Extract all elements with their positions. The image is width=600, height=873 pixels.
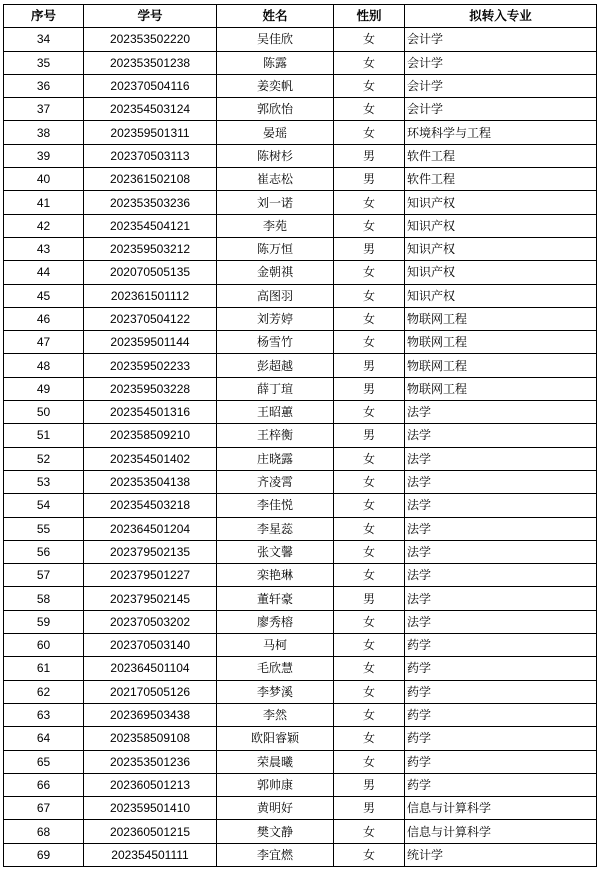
cell-student-id: 202379502135 (84, 540, 217, 563)
cell-name: 杨雪竹 (217, 331, 334, 354)
cell-gender: 女 (334, 610, 405, 633)
cell-target-major: 知识产权 (405, 214, 597, 237)
cell-target-major: 软件工程 (405, 168, 597, 191)
cell-gender: 女 (334, 634, 405, 657)
cell-student-id: 202358509210 (84, 424, 217, 447)
cell-name: 齐凌霄 (217, 470, 334, 493)
cell-gender: 女 (334, 727, 405, 750)
cell-target-major: 法学 (405, 424, 597, 447)
table-row (4, 750, 597, 773)
cell-gender: 女 (334, 98, 405, 121)
cell-name: 高图羽 (217, 284, 334, 307)
cell-gender: 男 (334, 168, 405, 191)
cell-target-major: 法学 (405, 447, 597, 470)
table-row (4, 51, 597, 74)
cell-index: 39 (4, 144, 84, 167)
cell-index: 67 (4, 797, 84, 820)
cell-index: 45 (4, 284, 84, 307)
cell-student-id: 202353504138 (84, 470, 217, 493)
table-row (4, 564, 597, 587)
cell-index: 62 (4, 680, 84, 703)
cell-student-id: 202353501238 (84, 51, 217, 74)
cell-student-id: 202354504121 (84, 214, 217, 237)
cell-name: 吴佳欣 (217, 28, 334, 51)
table-row (4, 634, 597, 657)
cell-name: 晏瑶 (217, 121, 334, 144)
table-row (4, 377, 597, 400)
cell-name: 李梦溪 (217, 680, 334, 703)
cell-index: 59 (4, 610, 84, 633)
cell-index: 50 (4, 401, 84, 424)
cell-index: 60 (4, 634, 84, 657)
cell-student-id: 202370503113 (84, 144, 217, 167)
cell-gender: 男 (334, 377, 405, 400)
cell-target-major: 药学 (405, 634, 597, 657)
cell-gender: 女 (334, 51, 405, 74)
cell-gender: 女 (334, 121, 405, 144)
cell-target-major: 物联网工程 (405, 331, 597, 354)
cell-name: 彭超越 (217, 354, 334, 377)
table-row (4, 657, 597, 680)
table-row (4, 284, 597, 307)
table-row (4, 494, 597, 517)
cell-name: 陈万恒 (217, 237, 334, 260)
table-row (4, 354, 597, 377)
cell-target-major: 法学 (405, 517, 597, 540)
cell-gender: 女 (334, 284, 405, 307)
cell-name: 崔志松 (217, 168, 334, 191)
cell-gender: 女 (334, 331, 405, 354)
cell-student-id: 202379502145 (84, 587, 217, 610)
cell-name: 陈露 (217, 51, 334, 74)
header-index: 序号 (4, 5, 84, 28)
cell-target-major: 物联网工程 (405, 377, 597, 400)
cell-gender: 女 (334, 494, 405, 517)
cell-gender: 男 (334, 587, 405, 610)
cell-name: 黄明好 (217, 797, 334, 820)
cell-gender: 女 (334, 750, 405, 773)
cell-gender: 女 (334, 401, 405, 424)
cell-name: 樊文静 (217, 820, 334, 843)
cell-student-id: 202370503140 (84, 634, 217, 657)
cell-student-id: 202364501204 (84, 517, 217, 540)
cell-index: 65 (4, 750, 84, 773)
cell-index: 61 (4, 657, 84, 680)
cell-index: 56 (4, 540, 84, 563)
cell-student-id: 202370504116 (84, 74, 217, 97)
cell-gender: 男 (334, 144, 405, 167)
table-row (4, 540, 597, 563)
cell-student-id: 202358509108 (84, 727, 217, 750)
table-row (4, 74, 597, 97)
cell-index: 57 (4, 564, 84, 587)
cell-student-id: 202353503236 (84, 191, 217, 214)
cell-gender: 女 (334, 214, 405, 237)
cell-index: 64 (4, 727, 84, 750)
cell-index: 49 (4, 377, 84, 400)
table-row (4, 470, 597, 493)
cell-gender: 女 (334, 28, 405, 51)
cell-index: 42 (4, 214, 84, 237)
cell-student-id: 202359503228 (84, 377, 217, 400)
cell-index: 68 (4, 820, 84, 843)
cell-name: 姜奕帆 (217, 74, 334, 97)
cell-name: 荣晨曦 (217, 750, 334, 773)
cell-gender: 女 (334, 657, 405, 680)
cell-student-id: 202359501144 (84, 331, 217, 354)
table-body (4, 28, 597, 867)
cell-gender: 女 (334, 74, 405, 97)
cell-name: 刘芳婷 (217, 307, 334, 330)
cell-target-major: 法学 (405, 470, 597, 493)
table-row (4, 773, 597, 796)
cell-gender: 女 (334, 703, 405, 726)
table-row (4, 587, 597, 610)
cell-student-id: 202353501236 (84, 750, 217, 773)
cell-name: 庄晓露 (217, 447, 334, 470)
cell-name: 王梓衡 (217, 424, 334, 447)
cell-student-id: 202361501112 (84, 284, 217, 307)
table-row (4, 121, 597, 144)
header-gender: 性别 (334, 5, 405, 28)
cell-target-major: 知识产权 (405, 284, 597, 307)
cell-index: 36 (4, 74, 84, 97)
cell-target-major: 信息与计算科学 (405, 797, 597, 820)
cell-index: 52 (4, 447, 84, 470)
cell-name: 陈树杉 (217, 144, 334, 167)
cell-gender: 女 (334, 191, 405, 214)
cell-gender: 女 (334, 540, 405, 563)
cell-target-major: 物联网工程 (405, 354, 597, 377)
cell-target-major: 物联网工程 (405, 307, 597, 330)
cell-target-major: 知识产权 (405, 261, 597, 284)
cell-target-major: 法学 (405, 564, 597, 587)
cell-name: 李然 (217, 703, 334, 726)
cell-target-major: 会计学 (405, 51, 597, 74)
cell-index: 37 (4, 98, 84, 121)
cell-student-id: 202364501104 (84, 657, 217, 680)
cell-name: 张文馨 (217, 540, 334, 563)
cell-student-id: 202369503438 (84, 703, 217, 726)
cell-gender: 女 (334, 564, 405, 587)
table-row (4, 307, 597, 330)
cell-student-id: 202360501215 (84, 820, 217, 843)
table-row (4, 144, 597, 167)
cell-target-major: 药学 (405, 680, 597, 703)
cell-student-id: 202354503218 (84, 494, 217, 517)
table-row (4, 28, 597, 51)
cell-student-id: 202354501316 (84, 401, 217, 424)
cell-target-major: 法学 (405, 610, 597, 633)
cell-target-major: 法学 (405, 540, 597, 563)
cell-index: 54 (4, 494, 84, 517)
table-row (4, 727, 597, 750)
cell-index: 44 (4, 261, 84, 284)
cell-target-major: 会计学 (405, 74, 597, 97)
table-row (4, 98, 597, 121)
table-row (4, 797, 597, 820)
cell-gender: 女 (334, 820, 405, 843)
cell-target-major: 知识产权 (405, 191, 597, 214)
cell-gender: 男 (334, 237, 405, 260)
cell-student-id: 202070505135 (84, 261, 217, 284)
cell-name: 李佳悦 (217, 494, 334, 517)
cell-index: 66 (4, 773, 84, 796)
table-row (4, 331, 597, 354)
cell-target-major: 法学 (405, 587, 597, 610)
cell-name: 金朝祺 (217, 261, 334, 284)
cell-target-major: 知识产权 (405, 237, 597, 260)
table-row (4, 517, 597, 540)
cell-index: 63 (4, 703, 84, 726)
table-row (4, 447, 597, 470)
cell-student-id: 202359501410 (84, 797, 217, 820)
cell-gender: 女 (334, 517, 405, 540)
cell-index: 58 (4, 587, 84, 610)
cell-name: 薛丁瑄 (217, 377, 334, 400)
cell-gender: 女 (334, 447, 405, 470)
cell-name: 郭帅康 (217, 773, 334, 796)
cell-gender: 女 (334, 843, 405, 866)
cell-target-major: 统计学 (405, 843, 597, 866)
cell-name: 郭欣怡 (217, 98, 334, 121)
cell-name: 廖秀榕 (217, 610, 334, 633)
cell-target-major: 药学 (405, 750, 597, 773)
cell-student-id: 202370504122 (84, 307, 217, 330)
cell-name: 欧阳睿颖 (217, 727, 334, 750)
cell-student-id: 202361502108 (84, 168, 217, 191)
table-row (4, 214, 597, 237)
cell-name: 李宜燃 (217, 843, 334, 866)
cell-gender: 男 (334, 354, 405, 377)
cell-name: 王昭蕙 (217, 401, 334, 424)
table-row (4, 237, 597, 260)
cell-gender: 女 (334, 307, 405, 330)
cell-target-major: 信息与计算科学 (405, 820, 597, 843)
cell-name: 马柯 (217, 634, 334, 657)
cell-gender: 男 (334, 773, 405, 796)
table-row (4, 703, 597, 726)
cell-student-id: 202370503202 (84, 610, 217, 633)
header-student-id: 学号 (84, 5, 217, 28)
cell-target-major: 法学 (405, 401, 597, 424)
cell-gender: 男 (334, 424, 405, 447)
cell-student-id: 202170505126 (84, 680, 217, 703)
cell-target-major: 环境科学与工程 (405, 121, 597, 144)
cell-student-id: 202359502233 (84, 354, 217, 377)
cell-student-id: 202359501311 (84, 121, 217, 144)
cell-name: 董轩豪 (217, 587, 334, 610)
cell-index: 53 (4, 470, 84, 493)
cell-student-id: 202354501111 (84, 843, 217, 866)
transfer-list-table (3, 4, 597, 867)
cell-index: 55 (4, 517, 84, 540)
cell-student-id: 202379501227 (84, 564, 217, 587)
cell-index: 43 (4, 237, 84, 260)
cell-target-major: 会计学 (405, 28, 597, 51)
cell-index: 41 (4, 191, 84, 214)
table-row (4, 610, 597, 633)
cell-index: 46 (4, 307, 84, 330)
table-row (4, 680, 597, 703)
cell-index: 51 (4, 424, 84, 447)
cell-index: 47 (4, 331, 84, 354)
table-row (4, 820, 597, 843)
cell-name: 李星蕊 (217, 517, 334, 540)
cell-index: 35 (4, 51, 84, 74)
cell-target-major: 会计学 (405, 98, 597, 121)
cell-student-id: 202354503124 (84, 98, 217, 121)
table-row (4, 168, 597, 191)
cell-name: 栾艳琳 (217, 564, 334, 587)
cell-index: 69 (4, 843, 84, 866)
table-row (4, 424, 597, 447)
cell-gender: 女 (334, 470, 405, 493)
cell-target-major: 药学 (405, 703, 597, 726)
cell-target-major: 药学 (405, 657, 597, 680)
cell-index: 38 (4, 121, 84, 144)
cell-target-major: 药学 (405, 773, 597, 796)
cell-target-major: 药学 (405, 727, 597, 750)
table-row (4, 261, 597, 284)
header-target-major: 拟转入专业 (405, 5, 597, 28)
cell-target-major: 法学 (405, 494, 597, 517)
cell-student-id: 202353502220 (84, 28, 217, 51)
table-row (4, 843, 597, 866)
cell-gender: 女 (334, 261, 405, 284)
cell-name: 毛欣慧 (217, 657, 334, 680)
cell-student-id: 202359503212 (84, 237, 217, 260)
cell-student-id: 202360501213 (84, 773, 217, 796)
cell-gender: 女 (334, 680, 405, 703)
table-row (4, 401, 597, 424)
cell-index: 40 (4, 168, 84, 191)
cell-student-id: 202354501402 (84, 447, 217, 470)
header-name: 姓名 (217, 5, 334, 28)
cell-target-major: 软件工程 (405, 144, 597, 167)
cell-gender: 男 (334, 797, 405, 820)
cell-index: 48 (4, 354, 84, 377)
transfer-list-table-wrapper (3, 4, 597, 867)
cell-index: 34 (4, 28, 84, 51)
cell-name: 李苑 (217, 214, 334, 237)
table-header-row (4, 5, 597, 28)
cell-name: 刘一诺 (217, 191, 334, 214)
table-row (4, 191, 597, 214)
